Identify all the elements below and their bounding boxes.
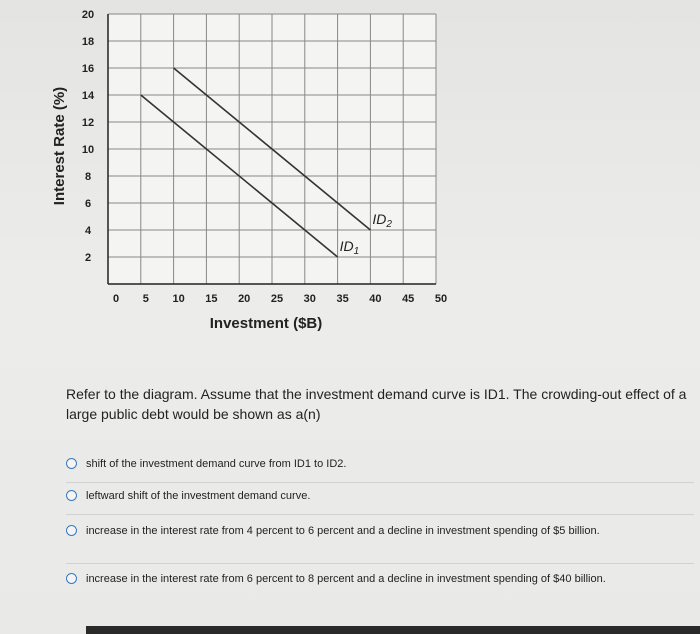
divider (66, 514, 694, 515)
x-tick-label: 5 (142, 293, 149, 305)
y-tick-label: 14 (81, 90, 95, 102)
divider (66, 563, 694, 564)
bottom-edge (86, 626, 700, 634)
x-tick-label: 30 (303, 293, 316, 305)
y-tick-label: 20 (81, 9, 95, 21)
radio-button[interactable] (66, 573, 77, 584)
x-tick-label: 45 (402, 293, 415, 305)
question-text: Refer to the diagram. Assume that the investment demand curve is ID1. The crowding-out effect of a large public debt would be shown as a(n) (66, 386, 687, 422)
y-tick-label: 18 (81, 36, 95, 48)
x-tick-label: 25 (270, 293, 284, 305)
option-label: leftward shift of the investment demand curve. (86, 490, 311, 502)
x-tick-label: 10 (172, 293, 185, 305)
y-tick-label: 8 (84, 171, 92, 183)
y-tick-label: 6 (84, 198, 92, 210)
option-rate-6-to-8[interactable] (66, 572, 666, 587)
curve-label-id2: $ID_2$ (372, 211, 392, 230)
option-shift-id1-to-id2[interactable] (66, 457, 666, 472)
divider (66, 482, 694, 483)
option-label: increase in the interest rate from 6 percent to 8 percent and a decline in investment spending of $40 billion. (86, 573, 606, 585)
x-axis-title: Investment ($B) (209, 315, 323, 332)
y-tick-label: 10 (81, 144, 95, 156)
y-tick-label: 16 (81, 63, 95, 75)
option-rate-4-to-6[interactable] (66, 524, 666, 539)
x-tick-label: 50 (434, 293, 448, 305)
y-tick-label: 12 (81, 117, 95, 129)
option-label: increase in the interest rate from 4 percent to 6 percent and a decline in investment spending of $5 billion. (86, 525, 600, 537)
y-tick-label: 2 (84, 252, 92, 264)
y-axis-title: Interest Rate (%) (51, 86, 68, 206)
option-label: shift of the investment demand curve from ID1 to ID2. (86, 458, 347, 470)
x-tick-label: 15 (205, 293, 218, 305)
x-tick-label: 20 (238, 293, 251, 305)
x-tick-label: 40 (369, 293, 382, 305)
y-tick-label: 4 (84, 225, 92, 237)
radio-button[interactable] (66, 525, 77, 536)
x-tick-label: 35 (336, 293, 349, 305)
curve-label-id1: $ID_1$ (339, 238, 360, 257)
radio-button[interactable] (66, 458, 77, 469)
option-leftward-shift[interactable] (66, 489, 666, 504)
radio-button[interactable] (66, 490, 77, 501)
x-tick-label: 0 (112, 293, 120, 305)
